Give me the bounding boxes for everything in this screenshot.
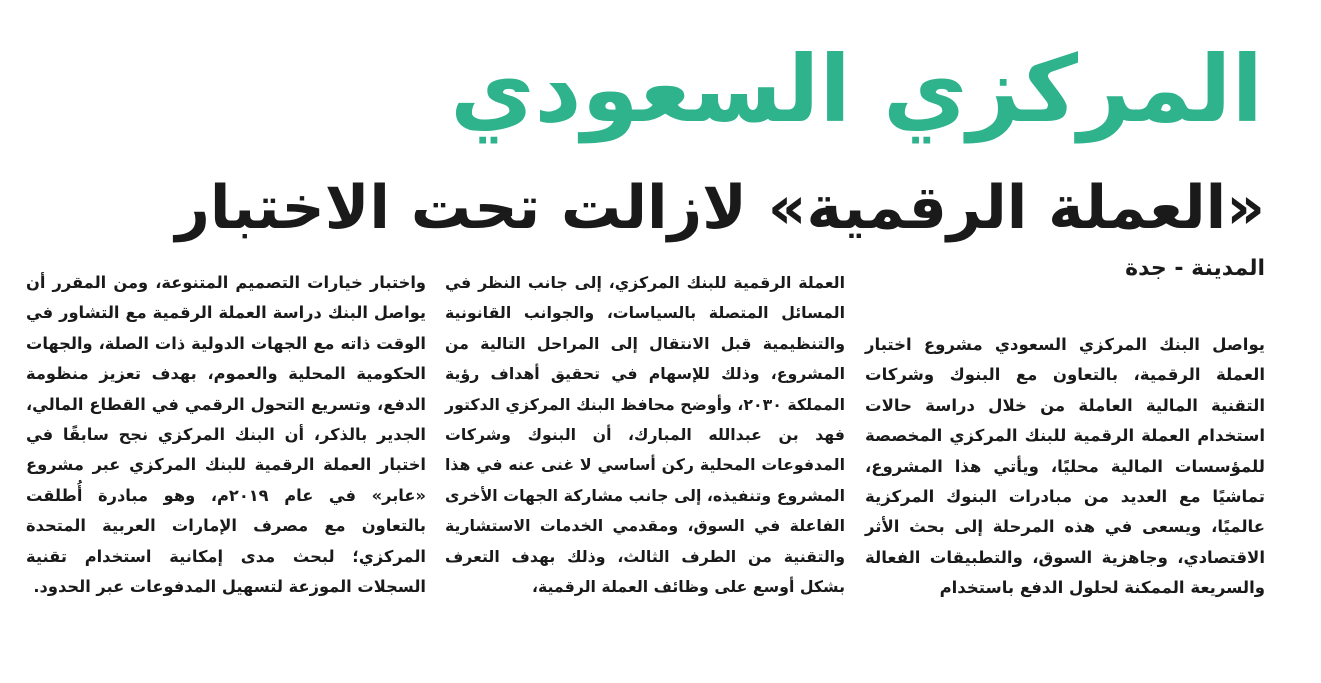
headline-sub: «العملة الرقمية» لازالت تحت الاختبار xyxy=(175,173,1265,243)
article-column-3: واختبار خيارات التصميم المتنوعة، ومن المقرر أن يواصل البنك دراسة العملة الرقمية مع التشاور في الوقت ذاته مع الجهات الدولية ذات الصلة، والجهات الحكومية المحلية والعموم، بهدف تعزيز منظومة الدفع، وتسريع التحول الرقمي في القطاع المالي، الجدير بالذكر، أن البنك المركزي نجح سابقًا في اختبار العملة الرقمية للبنك المركزي عبر مشروع «عابر» في عام ٢٠١٩م، وهو مبادرة أُطلقت بالتعاون مع مصرف الإمارات العربية المتحدة المركزي؛ لبحث مدى إمكانية استخدام تقنية السجلات الموزعة لتسهيل المدفوعات عبر الحدود. xyxy=(26,273,426,597)
article-column-2: العملة الرقمية للبنك المركزي، إلى جانب النظر في المسائل المتصلة بالسياسات، والجوانب القانونية والتنظيمية قبل الانتقال إلى المراحل التالية من المشروع، وذلك للإسهام في تحقيق أهداف رؤية المملكة ٢٠٣٠، وأوضح محافظ البنك المركزي الدكتور فهد بن عبدالله المبارك، أن البنوك وشركات المدفوعات المحلية ركن أساسي لا غنى عنه في هذا المشروع وتنفيذه، إلى جانب مشاركة الجهات الأخرى الفاعلة في السوق، ومقدمي الخدمات الاستشارية والتقنية من الطرف الثالث، وذلك بهدف التعرف بشكل أوسع على وظائف العملة الرقمية، xyxy=(445,273,845,597)
article-column-1: يواصل البنك المركزي السعودي مشروع اختبار العملة الرقمية، بالتعاون مع البنوك وشركات التقنية المالية العاملة من خلال دراسة حالات استخدام العملة الرقمية للبنك المركزي المخصصة للمؤسسات المالية محليًا، ويأتي هذا المشروع، تماشيًا مع العديد من مبادرات البنوك المركزية عالميًا، ويسعى في هذه المرحلة إلى بحث الأثر الاقتصادي، وجاهزية السوق، والتطبيقات الفعالة والسريعة الممكنة لحلول الدفع باستخدام xyxy=(865,335,1265,598)
headline-main: المركزي السعودي xyxy=(450,36,1263,143)
byline: المدينة - جدة xyxy=(1125,256,1265,281)
